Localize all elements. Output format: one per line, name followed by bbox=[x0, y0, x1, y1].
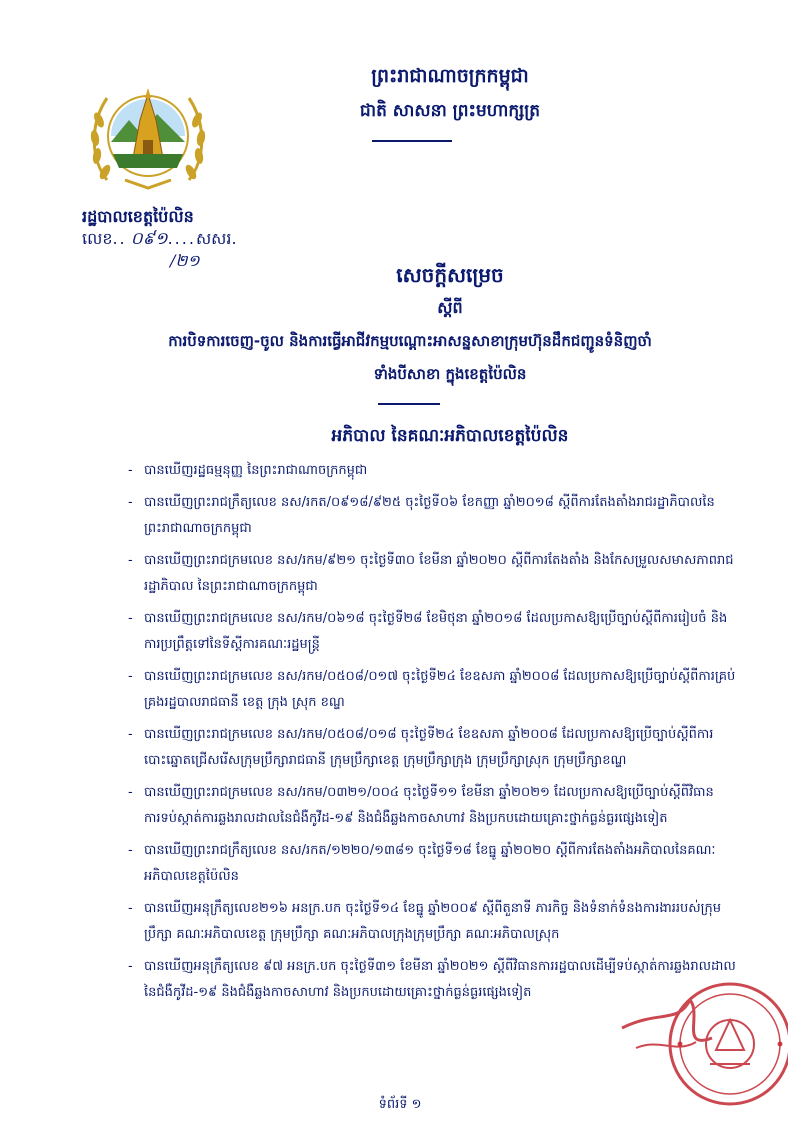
clause-item: - បានឃើញព្រះរាជក្រមលេខ នស/រកម/០៣២១/០០៤ ចុះថ្ងៃទី១១ ខែមីនា ឆ្នាំ២០២១ ដែលប្រកាសឱ្យប្រើច្បាប់ស្តីពីវិធានការទប់ស្កាត់ការឆ្លងរាលដាលនៃជំងឺកូវីដ-១៩ និងជំងឺឆ្លងកាចសាហាវ និងប្រកបដោយគ្រោះថ្នាក់ធ្ងន់ធ្ងរផ្សេងទៀត bbox=[128, 785, 714, 826]
document-about: ស្តីពី bbox=[437, 298, 463, 317]
document-subject-line-2: ទាំងបីសាខា ក្នុងខេត្តប៉ៃលិន bbox=[373, 365, 527, 383]
clause-item: - បានឃើញរដ្ឋធម្មនុញ្ញ នៃព្រះរាជាណាចក្រកម្ពុជា bbox=[128, 463, 368, 478]
header-divider bbox=[372, 140, 452, 142]
clause-text: បានឃើញព្រះរាជក្រមលេខ នស/រកម/០៣២១/០០៤ ចុះថ្ងៃទី១១ ខែមីនា ឆ្នាំ២០២១ ដែលប្រកាសឱ្យប្រើច្បាប់ស្តីពីវិធានការទប់ស្កាត់ការឆ្លងរាលដាលនៃជំងឺកូវីដ-១៩ និងជំងឺឆ្លងកាចសាហាវ និងប្រកបដោយគ្រោះថ្នាក់ធ្ងន់ធ្ងរផ្សេងទៀត bbox=[144, 785, 714, 826]
clause-text: បានឃើញព្រះរាជក្រមលេខ នស/រកម/៩២១ ចុះថ្ងៃទី៣០ ខែមីនា ឆ្នាំ២០២០ ស្តីពីការតែងតាំង និងកែសម្រួលសមាសភាពរាជរដ្ឋាភិបាល នៃព្រះរាជាណាចក្រកម្ពុជា bbox=[144, 553, 734, 594]
page-number: ទំព័រទី ១ bbox=[378, 1097, 422, 1112]
clause-list bbox=[128, 458, 740, 1012]
clause-text: បានឃើញអនុក្រឹត្យលេខ ៩៧ អនក្រ.បក ចុះថ្ងៃទី៣១ ខែមីនា ឆ្នាំ២០២១ ស្តីពីវិធានការរដ្ឋបាលដើម្បីទប់ស្កាត់ការឆ្លងរាលដាលនៃជំងឺកូវីដ-១៩ និងជំងឺឆ្លងកាចសាហាវ និងប្រកបដោយគ្រោះថ្នាក់ធ្ងន់ធ្ងរផ្សេងទៀត bbox=[144, 959, 736, 1000]
title-divider bbox=[378, 403, 440, 405]
document-subject-line-1: ការបិទការចេញ-ចូល និងការធ្វើអាជីវកម្មបណ្តោះអាសន្នសាខាក្រុមហ៊ុនដឹកជញ្ជូនទំនិញចាំ bbox=[168, 332, 652, 350]
clause-item: - បានឃើញព្រះរាជក្រឹត្យលេខ នស/រកត/០៩១៨/៩២៥ ចុះថ្ងៃទី០៦ ខែកញ្ញា ឆ្នាំ២០១៨ ស្តីពីការតែងតាំងរាជរដ្ឋាភិបាលនៃព្រះរាជាណាចក្រកម្ពុជា bbox=[128, 495, 715, 536]
reference-suffix: សសរ. bbox=[195, 229, 237, 248]
authority-heading: អភិបាល នៃគណៈអភិបាលខេត្តប៉ៃលិន bbox=[331, 426, 569, 446]
clause-text: បានឃើញអនុក្រឹត្យលេខ២១៦ អនក្រ.បក ចុះថ្ងៃទី១៤ ខែធ្នូ ឆ្នាំ២០០៩ ស្តីពីតួនាទី ភារកិច្ច និងទំនាក់ទំនងការងាររបស់ក្រុមប្រឹក្សា គណៈអភិបាលខេត្ត ក្រុមប្រឹក្សា គណៈអភិបាលក្រុងក្រុមប្រឹក្សា គណៈអភិបាលស្រុក bbox=[144, 901, 721, 942]
reference-label: លេខ bbox=[82, 229, 113, 248]
clause-item: - បានឃើញព្រះរាជក្រមលេខ នស/រកម/០៦១៨ ចុះថ្ងៃទី២៨ ខែមិថុនា ឆ្នាំ២០១៨ ដែលប្រកាសឱ្យប្រើច្បាប់ស្តីពីការរៀបចំ និងការប្រព្រឹត្តទៅនៃទីស្តីការគណៈរដ្ឋមន្ត្រី bbox=[128, 611, 728, 652]
clause-text: បានឃើញព្រះរាជក្រមលេខ នស/រកម/០៥០៨/០១៧ ចុះថ្ងៃទី២៤ ខែឧសភា ឆ្នាំ២០០៨ ដែលប្រកាសឱ្យប្រើច្បាប់ស្តីពីការគ្រប់គ្រងរដ្ឋបាលរាជធានី ខេត្ត ក្រុង ស្រុក ខណ្ឌ bbox=[144, 669, 736, 710]
clause-text: បានឃើញព្រះរាជក្រមលេខ នស/រកម/០៦១៨ ចុះថ្ងៃទី២៨ ខែមិថុនា ឆ្នាំ២០១៨ ដែលប្រកាសឱ្យប្រើច្បាប់ស្តីពីការរៀបចំ និងការប្រព្រឹត្តទៅនៃទីស្តីការគណៈរដ្ឋមន្ត្រី bbox=[144, 611, 728, 652]
official-seal-stamp bbox=[618, 980, 788, 1108]
clause-item: - បានឃើញព្រះរាជក្រមលេខ នស/រកម/០៥០៨/០១៧ ចុះថ្ងៃទី២៤ ខែឧសភា ឆ្នាំ២០០៨ ដែលប្រកាសឱ្យប្រើច្បាប់ស្តីពីការគ្រប់គ្រងរដ្ឋបាលរាជធានី ខេត្ត ក្រុង ស្រុក ខណ្ឌ bbox=[128, 669, 736, 710]
reference-dots-2: .... bbox=[167, 229, 196, 248]
document-title: សេចក្តីសម្រេច bbox=[396, 263, 504, 287]
clause-text: បានឃើញព្រះរាជក្រឹត្យលេខ នស/រកត/១២២០/១៣៨១ ចុះថ្ងៃទី១៨ ខែធ្នូ ឆ្នាំ២០២០ ស្តីពីការតែងតាំងអភិបាលនៃគណៈអភិបាលខេត្តប៉ៃលិន bbox=[144, 843, 716, 884]
clause-item: - បានឃើញអនុក្រឹត្យលេខ ៩៧ អនក្រ.បក ចុះថ្ងៃទី៣១ ខែមីនា ឆ្នាំ២០២១ ស្តីពីវិធានការរដ្ឋបាលដើម្បីទប់ស្កាត់ការឆ្លងរាលដាលនៃជំងឺកូវីដ-១៩ និងជំងឺឆ្លងកាចសាហាវ និងប្រកបដោយគ្រោះថ្នាក់ធ្ងន់ធ្ងរផ្សេងទៀត bbox=[128, 959, 736, 1000]
clause-item: - បានឃើញព្រះរាជក្រឹត្យលេខ នស/រកត/១២២០/១៣៨១ ចុះថ្ងៃទី១៨ ខែធ្នូ ឆ្នាំ២០២០ ស្តីពីការតែងតាំងអភិបាលនៃគណៈអភិបាលខេត្តប៉ៃលិន bbox=[128, 843, 716, 884]
clause-text: បានឃើញព្រះរាជក្រឹត្យលេខ នស/រកត/០៩១៨/៩២៥ ចុះថ្ងៃទី០៦ ខែកញ្ញា ឆ្នាំ២០១៨ ស្តីពីការតែងតាំងរាជរដ្ឋាភិបាលនៃព្រះរាជាណាចក្រកម្ពុជា bbox=[144, 495, 715, 536]
clause-item: - បានឃើញព្រះរាជក្រមលេខ នស/រកម/០៥០៨/០១៨ ចុះថ្ងៃទី២៤ ខែឧសភា ឆ្នាំ២០០៨ ដែលប្រកាសឱ្យប្រើច្បាប់ស្តីពីការបោះឆ្នោតជ្រើសរើសក្រុមប្រឹក្សារាជធានី ក្រុមប្រឹក្សាខេត្ត ក្រុមប្រឹក្សាក្រុង ក្រុមប្រឹក្សាស្រុក ក្រុមប្រឹក្សាខណ្ឌ bbox=[128, 727, 714, 768]
clause-text: បានឃើញព្រះរាជក្រមលេខ នស/រកម/០៥០៨/០១៨ ចុះថ្ងៃទី២៤ ខែឧសភា ឆ្នាំ២០០៨ ដែលប្រកាសឱ្យប្រើច្បាប់ស្តីពីការបោះឆ្នោតជ្រើសរើសក្រុមប្រឹក្សារាជធានី ក្រុមប្រឹក្សាខេត្ត ក្រុមប្រឹក្សាក្រុង ក្រុមប្រឹក្សាស្រុក ក្រុមប្រឹក្សាខណ្ឌ bbox=[144, 727, 714, 768]
clause-text: បានឃើញរដ្ឋធម្មនុញ្ញ នៃព្រះរាជាណាចក្រកម្ពុជា bbox=[144, 463, 368, 478]
clause-item: - បានឃើញព្រះរាជក្រមលេខ នស/រកម/៩២១ ចុះថ្ងៃទី៣០ ខែមីនា ឆ្នាំ២០២០ ស្តីពីការតែងតាំង និងកែសម្រួលសមាសភាពរាជរដ្ឋាភិបាល នៃព្រះរាជាណាចក្រកម្ពុជា bbox=[128, 553, 734, 594]
reference-number bbox=[82, 228, 237, 253]
kingdom-heading: ព្រះរាជាណាចក្រកម្ពុជា bbox=[371, 65, 529, 87]
clause-item: - បានឃើញអនុក្រឹត្យលេខ២១៦ អនក្រ.បក ចុះថ្ងៃទី១៤ ខែធ្នូ ឆ្នាំ២០០៩ ស្តីពីតួនាទី ភារកិច្ច និងទំនាក់ទំនងការងាររបស់ក្រុមប្រឹក្សា គណៈអភិបាលខេត្ត ក្រុមប្រឹក្សា គណៈអភិបាលក្រុងក្រុមប្រឹក្សា គណៈអភិបាលស្រុក bbox=[128, 901, 721, 942]
issuing-authority: រដ្ឋបាលខេត្តប៉ៃលិន bbox=[82, 207, 194, 226]
reference-year: /២១ bbox=[170, 251, 200, 270]
reference-dots: .. bbox=[112, 229, 127, 248]
provincial-emblem-logo bbox=[85, 80, 211, 198]
national-motto: ជាតិ សាសនា ព្រះមហាក្សត្រ bbox=[359, 101, 541, 121]
reference-number-value: ០៩១ bbox=[130, 229, 168, 249]
